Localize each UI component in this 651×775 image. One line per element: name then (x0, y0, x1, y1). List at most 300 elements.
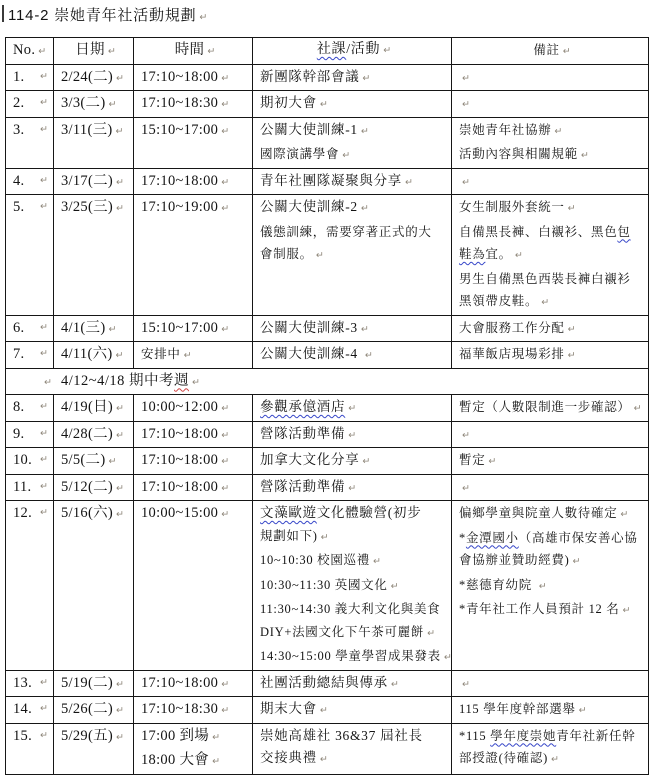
cell-text: 會協辦並贊助經費) (459, 553, 570, 567)
cell-line (13, 449, 50, 472)
cell-text: 10:00~15:00 (141, 505, 219, 521)
cell-text: 17:10~18:00 (141, 452, 219, 468)
cell-date (54, 195, 134, 316)
cell-note (452, 91, 649, 118)
cell-text: 公關大使訓練-4 (260, 346, 362, 361)
cell-line (13, 196, 50, 219)
end-of-cell-mark-icon (572, 556, 580, 567)
cell-line (141, 449, 249, 474)
cell-text: 10:30~11:30 英國文化 (260, 577, 388, 592)
cell-text: 公關大使訓練-1 (260, 121, 358, 137)
cell-text: DIY+法國文化下午茶可麗餅 (260, 624, 425, 639)
cell-text: *慈德育幼院 (459, 577, 536, 592)
spellcheck-flagged-text: 包 (617, 224, 631, 239)
cell-line (61, 502, 130, 527)
cell-line (260, 449, 448, 474)
cell-date (54, 421, 134, 448)
cell-line (260, 243, 448, 268)
row-number: 12. (13, 505, 33, 521)
row-number: 6. (13, 319, 25, 336)
cell-line (260, 396, 448, 421)
cell-line (459, 574, 645, 599)
cell-text: 期初大會 (260, 95, 317, 110)
cell-text: 115 學年度幹部選舉 (459, 702, 576, 716)
cell-line (260, 621, 448, 646)
end-of-cell-mark-icon (221, 99, 229, 110)
date-text: 5/29(五) (61, 727, 114, 744)
cell-activity (253, 64, 452, 91)
cell-note (452, 315, 649, 342)
end-of-cell-mark-icon (488, 456, 496, 467)
end-of-cell-mark-icon (221, 679, 229, 690)
cell-no (6, 195, 54, 316)
end-of-cell-mark-icon (391, 679, 399, 690)
cell-note (452, 342, 649, 369)
cell-no (6, 168, 54, 195)
cell-text: 大會服務工作分配 (459, 320, 565, 335)
row-number: 2. (13, 95, 25, 111)
end-of-cell-mark-icon (40, 196, 48, 219)
date-text: 4/1(三) (61, 319, 106, 336)
cell-line (459, 170, 645, 195)
table-row (6, 168, 649, 195)
end-of-cell-mark-icon (321, 532, 329, 543)
cell-no (6, 342, 54, 369)
cell-line (141, 92, 249, 117)
cell-line (260, 66, 448, 91)
cell-note (452, 64, 649, 91)
cell-line (260, 645, 448, 670)
end-of-cell-mark-icon (116, 705, 124, 716)
row-number: 1. (13, 68, 25, 85)
header-line (61, 39, 130, 64)
end-of-cell-mark-icon (116, 430, 124, 441)
cell-line (459, 221, 645, 244)
cell-text: * (459, 530, 466, 545)
end-of-cell-mark-icon (221, 203, 229, 214)
end-of-cell-mark-icon (40, 343, 48, 366)
cell-line (61, 66, 130, 91)
cell-note (452, 117, 649, 168)
end-of-cell-mark-icon (361, 203, 369, 214)
cell-text: 備註 (533, 43, 560, 57)
cell-text: 營隊活動準備 (260, 425, 346, 441)
cell-line (459, 476, 645, 501)
date-text: 4/11(六) (61, 346, 113, 362)
end-of-cell-mark-icon (40, 423, 48, 446)
cell-date (54, 448, 134, 475)
cell-line (61, 396, 130, 421)
cell-text: 15:10~17:00 (141, 319, 219, 336)
date-text: 3/3(二) (61, 95, 106, 111)
end-of-cell-mark-icon (365, 350, 373, 361)
cell-note (452, 697, 649, 724)
cell-line (13, 698, 50, 721)
cell-line (260, 698, 448, 723)
cell-date (54, 64, 134, 91)
end-of-cell-mark-icon (40, 672, 48, 695)
cell-line (141, 343, 249, 368)
end-of-cell-mark-icon (320, 754, 328, 765)
date-text: 5/26(二) (61, 701, 114, 717)
cell-text: 黑領帶皮鞋。 (459, 294, 539, 308)
end-of-cell-mark-icon (116, 732, 124, 743)
table-row (6, 474, 649, 501)
page-title-text: 114-2 崇她青年社活動規劃 (8, 7, 197, 24)
cell-activity (253, 91, 452, 118)
cell-date (54, 501, 134, 671)
cell-text: 15:10~17:00 (141, 121, 219, 138)
end-of-cell-mark-icon (116, 73, 124, 84)
cell-text: 宜。 (485, 247, 512, 261)
cell-text: 暫定 (459, 453, 486, 467)
cell-text: No. (13, 42, 36, 58)
cell-date (54, 395, 134, 422)
spellcheck-flagged-text: 參觀承億酒店 (260, 399, 346, 414)
end-of-cell-mark-icon (348, 430, 356, 441)
table-row (6, 421, 649, 448)
cell-line (260, 747, 448, 772)
cell-line (61, 476, 130, 501)
cell-text: 活動內容與相關規範 (459, 147, 578, 161)
cell-line (459, 143, 645, 168)
end-of-cell-mark-icon (109, 99, 117, 110)
column-header-no (6, 38, 54, 65)
cell-text: 社團活動總結與傳承 (260, 674, 388, 690)
cell-line (260, 170, 448, 195)
cell-text: 公關大使訓練-3 (260, 319, 358, 335)
end-of-cell-mark-icon (212, 756, 220, 767)
cell-text: *青年社工作人員預計 12 名 (459, 602, 620, 616)
cell-line (13, 92, 50, 115)
end-of-cell-mark-icon (348, 403, 356, 414)
end-of-cell-mark-icon (361, 324, 369, 335)
table-row (6, 501, 649, 671)
cell-text: 營隊活動準備 (260, 478, 346, 494)
end-of-cell-mark-icon (462, 679, 470, 690)
cell-line (459, 423, 645, 448)
end-of-cell-mark-icon (462, 99, 470, 110)
cell-line (61, 698, 130, 723)
cell-activity (253, 195, 452, 316)
row-number: 5. (13, 199, 25, 215)
midterm-week-cell (6, 368, 649, 395)
cell-note (452, 501, 649, 671)
header-line (459, 39, 645, 64)
end-of-cell-mark-icon (44, 377, 52, 388)
date-text: 3/17(二) (61, 172, 114, 189)
cell-activity (253, 315, 452, 342)
table-row (6, 448, 649, 475)
date-text: 3/25(三) (61, 199, 114, 215)
cell-no (6, 91, 54, 118)
cell-line (13, 370, 645, 395)
cell-line (61, 343, 130, 368)
end-of-cell-mark-icon (348, 483, 356, 494)
cell-text: 17:00 到場 (141, 727, 210, 744)
date-text: 3/11(三) (61, 121, 113, 138)
cell-line (13, 66, 50, 89)
cell-line (141, 725, 249, 750)
row-number: 8. (13, 399, 25, 415)
cell-line (61, 725, 130, 750)
cell-line (260, 725, 448, 748)
cell-text: /活動 (346, 42, 381, 57)
cell-time (134, 342, 253, 369)
column-header-note (452, 38, 649, 65)
cell-text: 10:00~12:00 (141, 399, 219, 415)
cell-text: 期末大會 (260, 701, 317, 716)
cell-activity (253, 448, 452, 475)
end-of-cell-mark-icon (221, 483, 229, 494)
date-text: 5/5(二) (61, 452, 106, 468)
end-of-cell-mark-icon (515, 250, 523, 261)
date-text: 5/19(二) (61, 674, 114, 691)
end-of-cell-mark-icon (405, 177, 413, 188)
cell-line (260, 423, 448, 448)
cell-date (54, 168, 134, 195)
table-row (6, 395, 649, 422)
cell-line (141, 749, 249, 774)
cell-activity (253, 168, 452, 195)
cell-no (6, 315, 54, 342)
cell-line (141, 423, 249, 448)
cell-line (260, 525, 448, 550)
cell-line (13, 343, 50, 366)
cell-line (459, 343, 645, 368)
cell-line (141, 698, 249, 723)
cell-line (260, 343, 448, 368)
cell-line (13, 119, 50, 142)
end-of-cell-mark-icon (40, 317, 48, 340)
cell-line (260, 502, 448, 525)
cell-text: 11:30~14:30 義大利文化與美食 (260, 602, 441, 616)
cell-text: 17:10~18:00 (141, 478, 219, 495)
text-cursor (2, 5, 4, 22)
end-of-cell-mark-icon (320, 99, 328, 110)
end-of-cell-mark-icon (221, 509, 229, 520)
cell-line (13, 170, 50, 193)
end-of-cell-mark-icon (539, 581, 547, 592)
cell-text: 17:10~18:00 (141, 425, 219, 442)
cell-no (6, 501, 54, 671)
end-of-cell-mark-icon (221, 324, 229, 335)
cell-text: 會制服。 (260, 247, 313, 261)
cell-date (54, 474, 134, 501)
cell-note (452, 421, 649, 448)
cell-no (6, 64, 54, 91)
cell-time (134, 670, 253, 697)
cell-time (134, 501, 253, 671)
cell-line (13, 672, 50, 695)
row-number: 11. (13, 478, 32, 495)
cell-time (134, 195, 253, 316)
cell-line (459, 268, 645, 291)
header-line (141, 39, 249, 64)
end-of-cell-mark-icon (462, 73, 470, 84)
cell-no (6, 474, 54, 501)
end-of-cell-mark-icon (568, 324, 576, 335)
column-header-activity (253, 38, 452, 65)
cell-line (459, 66, 645, 91)
row-number: 7. (13, 346, 25, 362)
end-of-cell-mark-icon (391, 581, 399, 592)
end-of-cell-mark-icon (221, 73, 229, 84)
row-number: 15. (13, 727, 33, 744)
cell-text: 公關大使訓練-2 (260, 199, 358, 214)
end-of-cell-mark-icon (109, 324, 117, 335)
cell-text: 青年社團隊凝聚與分享 (260, 172, 402, 188)
end-of-cell-mark-icon (116, 177, 124, 188)
header-line (260, 39, 448, 63)
cell-text: 17:10~18:30 (141, 95, 219, 111)
end-of-cell-mark-icon (563, 46, 571, 57)
cell-text: 新團隊幹部會議 (260, 68, 360, 84)
cell-text: 文化體驗營(初步 (316, 505, 422, 520)
end-of-cell-mark-icon (551, 754, 559, 765)
cell-line (459, 502, 645, 527)
cell-date (54, 697, 134, 724)
cell-activity (253, 697, 452, 724)
cell-line (141, 672, 249, 697)
table-row (6, 117, 649, 168)
spellcheck-flagged-text: 週 (174, 372, 189, 389)
end-of-cell-mark-icon (116, 509, 124, 520)
row-number: 4. (13, 172, 25, 189)
cell-note (452, 670, 649, 697)
table-row (6, 195, 649, 316)
cell-line (459, 449, 645, 474)
end-of-cell-mark-icon (579, 705, 587, 716)
cell-line (260, 221, 448, 244)
cell-text: *115 (459, 728, 491, 743)
end-of-cell-mark-icon (116, 350, 124, 361)
cell-line (13, 396, 50, 419)
header-line (13, 39, 50, 64)
cell-text: 崇她高雄社 36&37 屆社長 (260, 727, 423, 743)
cell-text: 部授證(待確認) (459, 751, 548, 765)
end-of-cell-mark-icon (184, 350, 192, 361)
cell-line (13, 725, 50, 748)
end-of-cell-mark-icon (40, 396, 48, 419)
cell-line (260, 92, 448, 117)
end-of-cell-mark-icon (40, 66, 48, 89)
cell-note (452, 195, 649, 316)
cell-line (141, 66, 249, 91)
cell-line (260, 143, 448, 168)
cell-no (6, 117, 54, 168)
end-of-cell-mark-icon (221, 456, 229, 467)
page-title (8, 4, 207, 25)
end-of-cell-mark-icon (221, 430, 229, 441)
cell-text: 規劃如下) (260, 528, 318, 543)
cell-text: 17:10~19:00 (141, 199, 219, 215)
cell-line (459, 725, 645, 748)
end-of-cell-mark-icon (221, 177, 229, 188)
cell-text: 崇她青年社協辦 (459, 122, 552, 137)
end-of-cell-mark-icon (40, 502, 48, 525)
cell-line (141, 396, 249, 421)
cell-note (452, 168, 649, 195)
table-row (6, 315, 649, 342)
column-header-time (134, 38, 253, 65)
cell-text: 福華飯店現場彩排 (459, 347, 565, 361)
cell-line (61, 672, 130, 697)
end-of-cell-mark-icon (320, 705, 328, 716)
cell-text: 儀態訓練，需要穿著正式的大 (260, 224, 432, 239)
end-of-cell-mark-icon (383, 45, 391, 56)
cell-line (459, 196, 645, 221)
cell-time (134, 697, 253, 724)
end-of-cell-mark-icon (109, 456, 117, 467)
cell-date (54, 342, 134, 369)
cell-time (134, 168, 253, 195)
end-of-cell-mark-icon (116, 403, 124, 414)
end-of-cell-mark-icon (316, 250, 324, 261)
cell-text: 18:00 大會 (141, 752, 210, 768)
end-of-cell-mark-icon (212, 732, 220, 743)
end-of-cell-mark-icon (40, 449, 48, 472)
end-of-cell-mark-icon (581, 150, 589, 161)
activity-schedule-table (5, 37, 649, 775)
end-of-cell-mark-icon (361, 126, 369, 137)
cell-line (61, 92, 130, 117)
cell-time (134, 117, 253, 168)
cell-line (61, 196, 130, 221)
cell-date (54, 117, 134, 168)
cell-line (260, 317, 448, 342)
header-row (6, 38, 649, 65)
cell-no (6, 670, 54, 697)
cell-text: 偏鄉學童與院童人數待確定 (459, 506, 618, 520)
cell-activity (253, 342, 452, 369)
table-row (6, 64, 649, 91)
end-of-cell-mark-icon (462, 483, 470, 494)
cell-activity (253, 395, 452, 422)
end-of-cell-mark-icon (623, 605, 631, 616)
row-number: 9. (13, 425, 25, 442)
end-of-cell-mark-icon (40, 698, 48, 721)
table-row (6, 91, 649, 118)
table-row (6, 697, 649, 724)
end-of-cell-mark-icon (541, 297, 549, 308)
row-number: 3. (13, 121, 25, 138)
cell-line (260, 196, 448, 221)
cell-activity (253, 117, 452, 168)
date-text: 4/19(日) (61, 399, 114, 415)
cell-line (61, 119, 130, 144)
end-of-cell-mark-icon (568, 350, 576, 361)
cell-line (260, 549, 448, 574)
end-of-cell-mark-icon (221, 126, 229, 137)
row-number: 14. (13, 701, 33, 717)
cell-time (134, 421, 253, 448)
end-of-cell-mark-icon (40, 92, 48, 115)
cell-text: 日期 (75, 42, 105, 58)
end-of-cell-mark-icon (40, 170, 48, 193)
cell-line (260, 574, 448, 599)
cell-line (61, 449, 130, 474)
end-of-cell-mark-icon (362, 456, 370, 467)
end-of-cell-mark-icon (192, 377, 200, 388)
end-of-cell-mark-icon (221, 403, 229, 414)
end-of-cell-mark-icon (116, 679, 124, 690)
end-of-cell-mark-icon (568, 203, 576, 214)
cell-text: 17:10~18:00 (141, 68, 219, 85)
cell-line (459, 396, 645, 421)
cell-no (6, 395, 54, 422)
date-text: 2/24(二) (61, 68, 114, 85)
